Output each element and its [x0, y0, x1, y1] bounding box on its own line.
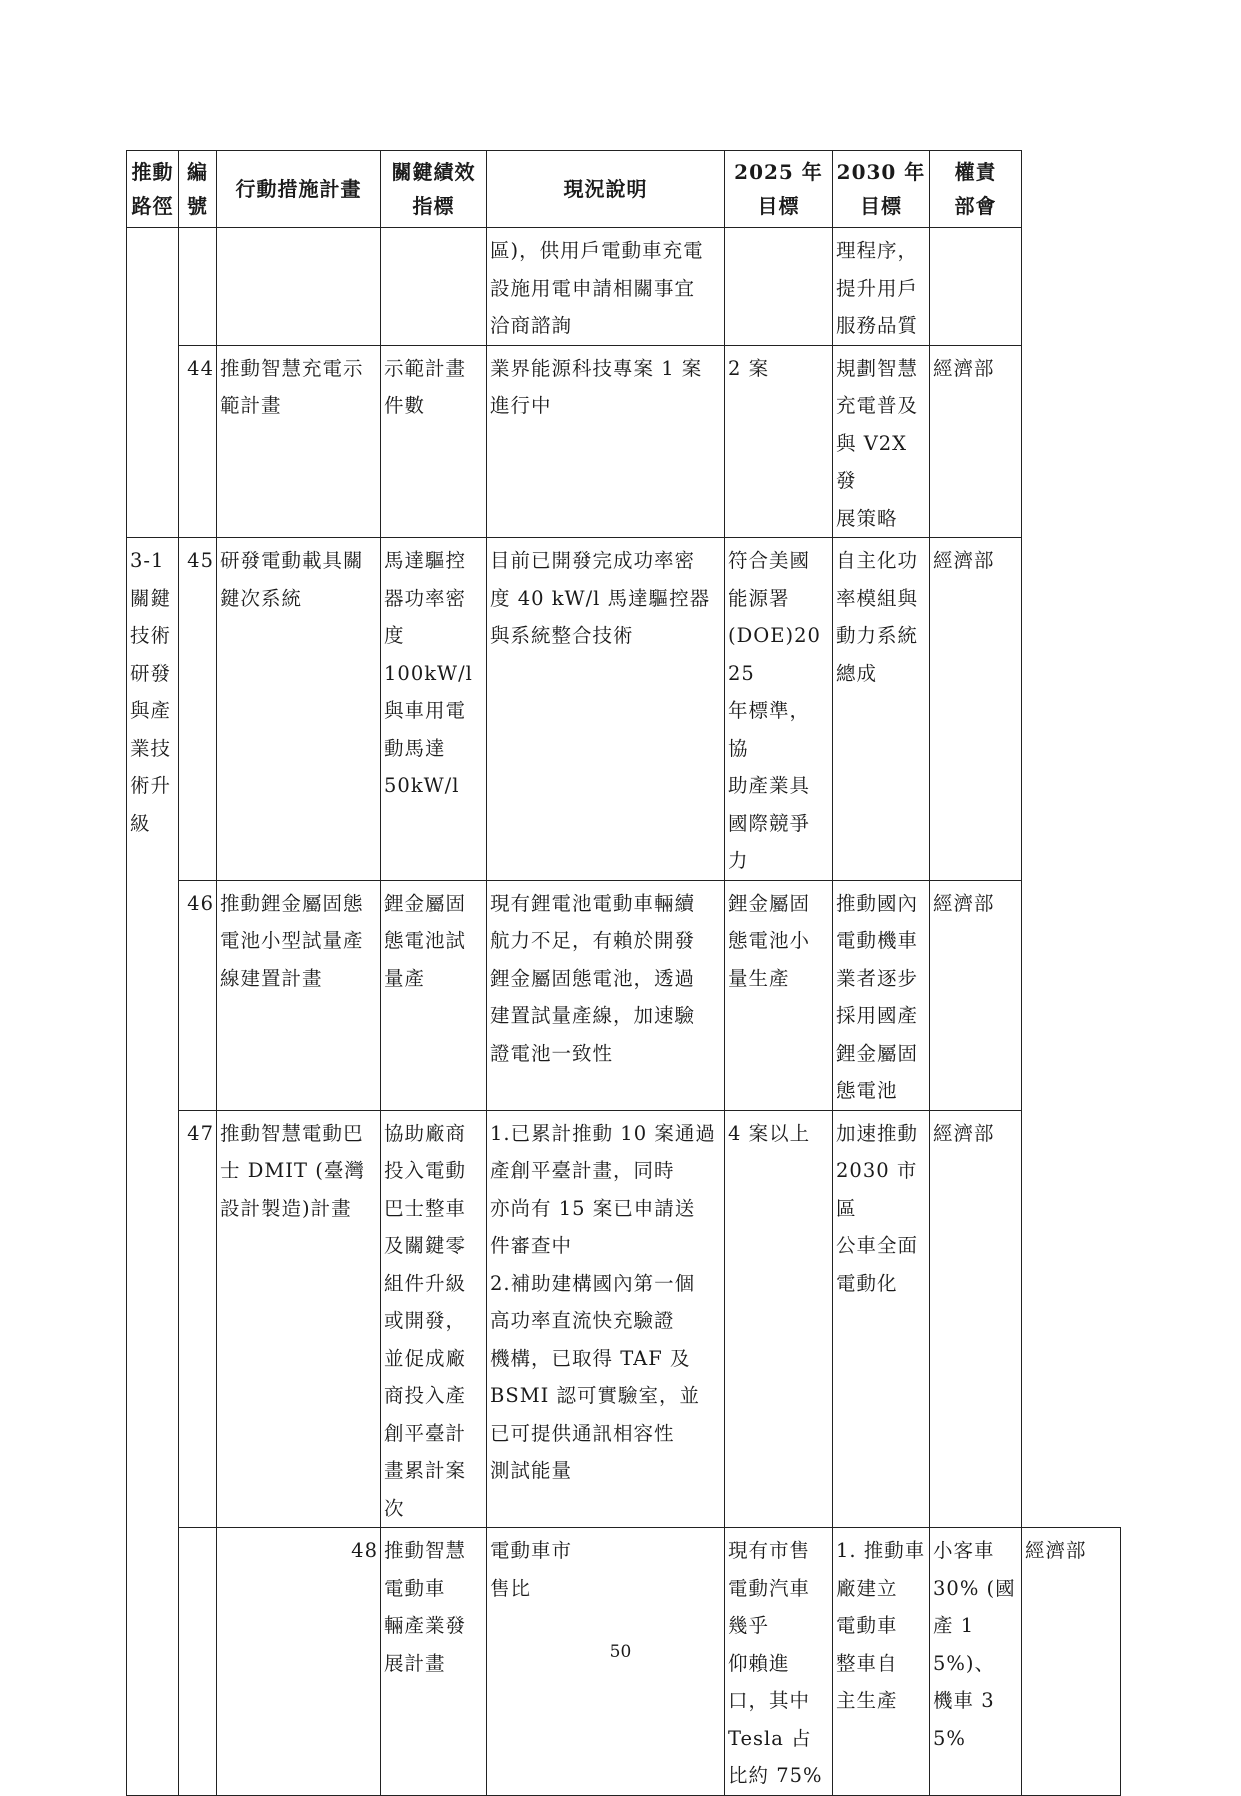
cell-ministry: [930, 228, 1022, 346]
cell-ministry: 經濟部: [930, 1110, 1022, 1528]
cell-plan: [217, 228, 381, 346]
cell-number: 46: [179, 880, 217, 1110]
cell-target-2030: 規劃智慧 充電普及 與 V2X 發 展策略: [833, 345, 930, 538]
cell-number: 44: [179, 345, 217, 538]
cell-path: [127, 228, 179, 538]
cell-ministry: 經濟部: [1022, 1528, 1121, 1796]
cell-target-2030: 理程序， 提升用戶 服務品質: [833, 228, 930, 346]
cell-target-2030: 推動國內 電動機車 業者逐步 採用國產 鋰金屬固 態電池: [833, 880, 930, 1110]
cell-status: 現有市售電動汽車幾乎 仰賴進口，其中 Tesla 占 比約 75%: [725, 1528, 833, 1796]
cell-kpi: 馬達驅控 器功率密 度 100kW/l 與車用電 動馬達 50kW/l: [381, 538, 487, 881]
cell-target-2025: 符合美國 能源署 (DOE)2025 年標準，協 助產業具 國際競爭 力: [725, 538, 833, 881]
cell-plan: 研發電動載具關 鍵次系統: [217, 538, 381, 881]
cell-path: 3-1 關鍵 技術 研發 與產 業技 術升 級: [127, 538, 179, 1796]
cell-kpi: 鋰金屬固 態電池試 量產: [381, 880, 487, 1110]
header-target-2025: 2025 年 目標: [725, 151, 833, 228]
cell-number: 45: [179, 538, 217, 881]
header-path: 推動 路徑: [127, 151, 179, 228]
table-row: [127, 1110, 1121, 1528]
cell-status: 現有鋰電池電動車輛續 航力不足，有賴於開發 鋰金屬固態電池，透過 建置試量產線，加速驗 證電池一致性: [487, 880, 725, 1110]
table-row: [127, 880, 1121, 1110]
table-header-row: [127, 151, 1121, 228]
table-row: [127, 345, 1121, 538]
cell-number: [179, 228, 217, 346]
cell-plan: 推動鋰金屬固態 電池小型試量產 線建置計畫: [217, 880, 381, 1110]
cell-status: 目前已開發完成功率密 度 40 kW/l 馬達驅控器 與系統整合技術: [487, 538, 725, 881]
cell-number: 47: [179, 1110, 217, 1528]
action-plan-table: [126, 150, 1121, 1796]
cell-kpi: [381, 228, 487, 346]
cell-status: 區)，供用戶電動車充電 設施用電申請相關事宜 洽商諮詢: [487, 228, 725, 346]
cell-kpi: 示範計畫 件數: [381, 345, 487, 538]
header-ministry: 權責 部會: [930, 151, 1022, 228]
cell-status: 1.已累計推動 10 案通過 產創平臺計畫，同時 亦尚有 15 案已申請送 件審查中 2.補助建構國內第一個 高功率直流快充驗證 機構，已取得 TAF 及 BSMI 認可實驗室，並 已可提供通訊相容性 測試能量: [487, 1110, 725, 1528]
cell-target-2030: 小客車 30% (國 產 15%)、 機車 35%: [930, 1528, 1022, 1796]
cell-target-2025: [725, 228, 833, 346]
cell-target-2025: 4 案以上: [725, 1110, 833, 1528]
cell-plan: 推動智慧充電示 範計畫: [217, 345, 381, 538]
cell-target-2030: 加速推動 2030 市區 公車全面 電動化: [833, 1110, 930, 1528]
header-number: 編 號: [179, 151, 217, 228]
cell-plan: 推動智慧電動車 輛產業發展計畫: [381, 1528, 487, 1796]
cell-kpi: 協助廠商 投入電動 巴士整車 及關鍵零 組件升級 或開發， 並促成廠 商投入產 創平臺計 畫累計案 次: [381, 1110, 487, 1528]
cell-target-2025: 2 案: [725, 345, 833, 538]
cell-ministry: 經濟部: [930, 345, 1022, 538]
cell-plan: 推動智慧電動巴 士 DMIT (臺灣 設計製造)計畫: [217, 1110, 381, 1528]
cell-status: 業界能源科技專案 1 案 進行中: [487, 345, 725, 538]
page-number: 50: [609, 1642, 632, 1662]
table-row: [127, 228, 1121, 346]
header-status: 現況說明: [487, 151, 725, 228]
header-plan: 行動措施計畫: [217, 151, 381, 228]
cell-kpi: 電動車市 售比: [487, 1528, 725, 1796]
cell-ministry: 經濟部: [930, 538, 1022, 881]
cell-target-2025: 1. 推動車 廠建立 電動車 整車自 主生產: [833, 1528, 930, 1796]
cell-target-2030: 自主化功 率模組與 動力系統 總成: [833, 538, 930, 881]
header-target-2030: 2030 年 目標: [833, 151, 930, 228]
cell-target-2025: 鋰金屬固 態電池小 量生產: [725, 880, 833, 1110]
table-row: [127, 538, 1121, 881]
cell-number: 48: [217, 1528, 381, 1796]
cell-ministry: 經濟部: [930, 880, 1022, 1110]
header-kpi: 關鍵績效 指標: [381, 151, 487, 228]
